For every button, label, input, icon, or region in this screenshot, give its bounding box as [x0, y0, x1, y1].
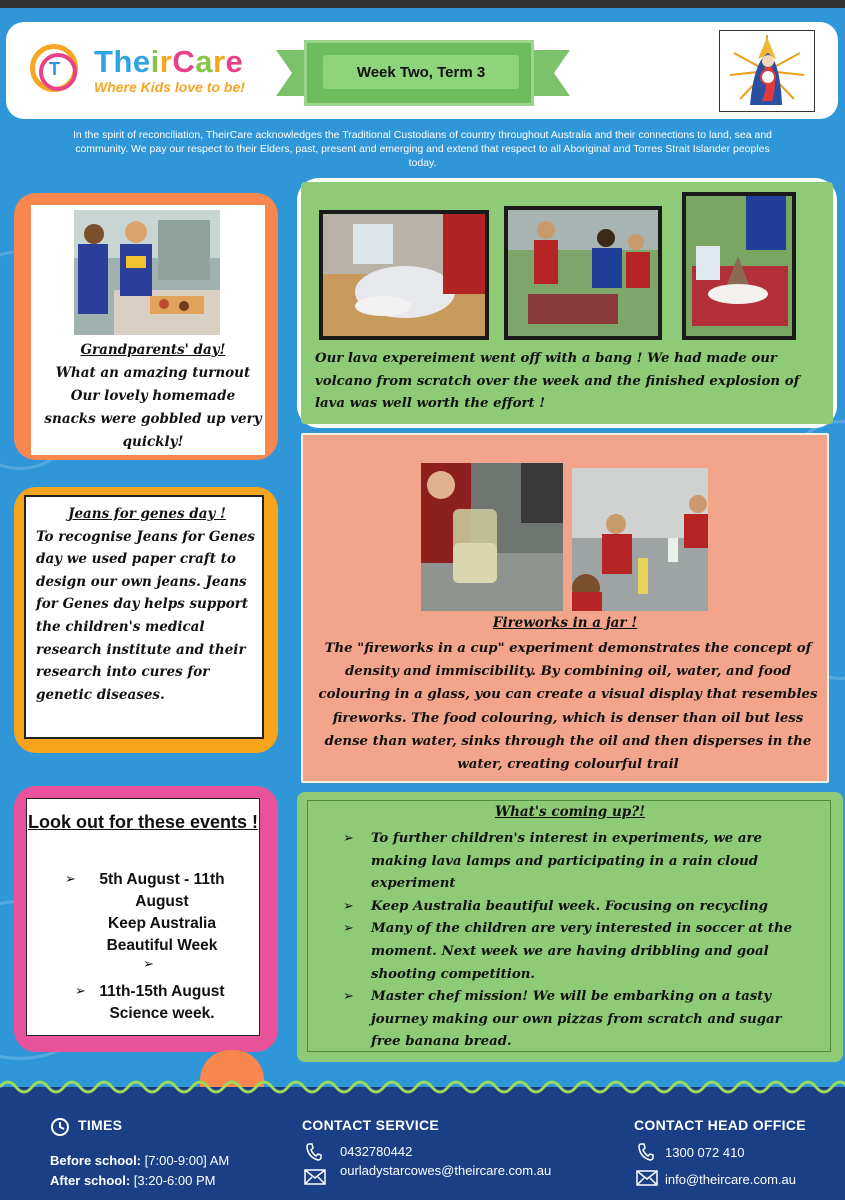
service-phone[interactable]: 0432780442	[340, 1144, 413, 1159]
grandparents-title: Grandparents' day!	[80, 342, 226, 358]
lava-photo-3	[682, 192, 796, 340]
service-email[interactable]: ourladystarcowes@theircare.com.au	[340, 1163, 552, 1178]
theircare-logo-icon: T	[30, 44, 78, 92]
coming-up-title: What's coming up?!	[494, 804, 646, 820]
clock-icon	[50, 1117, 70, 1137]
event-2-name: Science week.	[109, 1005, 215, 1022]
mail-icon	[304, 1169, 326, 1185]
arrow-bullet-icon: ➢	[75, 984, 86, 999]
week-label: Week Two, Term 3	[323, 55, 519, 89]
header	[6, 22, 838, 119]
lava-experiment-card	[297, 178, 837, 428]
coming-up-item: ➢ Keep Australia beautiful week. Focusing on recycling	[343, 896, 813, 919]
phone-icon	[638, 1143, 654, 1161]
coming-up-card	[297, 792, 843, 1062]
arrow-bullet-icon: ➢	[343, 831, 354, 846]
coming-up-list	[343, 828, 813, 1054]
after-school-times: After school: [3:20-6:00 PM	[50, 1173, 216, 1188]
jeans-body: To recognise Jeans for Genes day we used paper craft to design our own jeans. Jeans for Genes day helps support the children's medical research institute and their research into cures for genetic diseases.	[36, 528, 255, 703]
jeans-title: Jeans for genes day !	[68, 506, 226, 522]
fireworks-title: Fireworks in a jar !	[492, 615, 638, 631]
jeans-text	[36, 503, 258, 706]
lava-text: Our lava expereiment went off with a bang ! We had made our volcano from scratch over the week and the finished explosion of lava was well worth the effort !	[315, 351, 800, 411]
contact-head-office-heading: CONTACT HEAD OFFICE	[634, 1117, 806, 1133]
event-item-1	[65, 869, 247, 957]
fireworks-card	[301, 433, 829, 783]
coming-up-item: ➢ Many of the children are very interested in soccer at the moment. Next week we are having dribbling and goal shooting competition.	[343, 918, 813, 986]
fireworks-photo-2	[572, 468, 708, 611]
jeans-for-genes-card	[14, 487, 278, 753]
ribbon-tail-right	[530, 50, 570, 96]
before-school-times: Before school: [7:00-9:00] AM	[50, 1153, 230, 1168]
top-bar	[0, 0, 845, 8]
head-office-phone[interactable]: 1300 072 410	[665, 1145, 745, 1160]
event-item-2	[75, 981, 237, 1025]
grandparents-text	[43, 339, 263, 454]
fireworks-text: The "fireworks in a cup" experiment demonstrates the concept of density and immiscibility. By combining oil, water, and food colouring in a glass, you can create a visual display that resembles fireworks. The food colouring, which is denser than oil but less dense than water, sinks through the oil and then disperses in the water, creating colourful trail	[318, 641, 818, 773]
arrow-bullet-icon: ➢	[65, 872, 76, 887]
grandparents-card	[14, 193, 278, 460]
head-office-email[interactable]: info@theircare.com.au	[665, 1172, 796, 1187]
fireworks-photo-1	[421, 463, 563, 611]
grandparents-photo	[74, 210, 220, 335]
coming-up-item: ➢ To further children's interest in experiments, we are making lava lamps and participating in a rain cloud experiment	[343, 828, 813, 896]
events-card	[14, 786, 278, 1052]
mail-icon	[636, 1170, 658, 1186]
lava-photo-2	[504, 206, 662, 340]
arrow-bullet-icon: ➢	[343, 898, 354, 914]
school-crest-logo	[719, 30, 815, 112]
arrow-bullet-icon: ➢	[343, 989, 354, 1005]
event-2-dates: 11th-15th August	[99, 983, 225, 1000]
contact-service-heading: CONTACT SERVICE	[302, 1117, 439, 1133]
times-heading: TIMES	[78, 1117, 123, 1133]
events-title: Look out for these events !	[27, 812, 259, 832]
lava-photo-1	[319, 210, 489, 340]
arrow-bullet-icon: ➢	[343, 921, 354, 937]
brand-name: TheirCare	[94, 44, 244, 79]
event-1-dates: 5th August - 11th August	[99, 871, 225, 910]
footer-wave-border	[0, 1075, 845, 1099]
acknowledgement-of-country: In the spirit of reconciliation, TheirCare acknowledges the Traditional Custodians of country throughout Australia and their connections to land, sea and community. We pay our respect to their Elders, past, present and emerging and extend that respect to all Aboriginal and Torres Strait Islander peoples today.	[72, 129, 773, 169]
event-1-name: Keep Australia Beautiful Week	[106, 915, 218, 954]
coming-up-item: ➢ Master chef mission! We will be embarking on a tasty journey making our own pizzas from scratch and sugar free banana bread.	[343, 986, 813, 1054]
footer	[0, 1097, 845, 1200]
arrow-bullet-icon: ➢	[143, 957, 154, 972]
grandparents-body: What an amazing turnout Our lovely homemade snacks were gobbled up very quickly!	[44, 365, 262, 450]
phone-icon	[306, 1143, 322, 1161]
brand-tagline: Where Kids love to be!	[94, 79, 245, 95]
week-ribbon	[304, 40, 534, 106]
